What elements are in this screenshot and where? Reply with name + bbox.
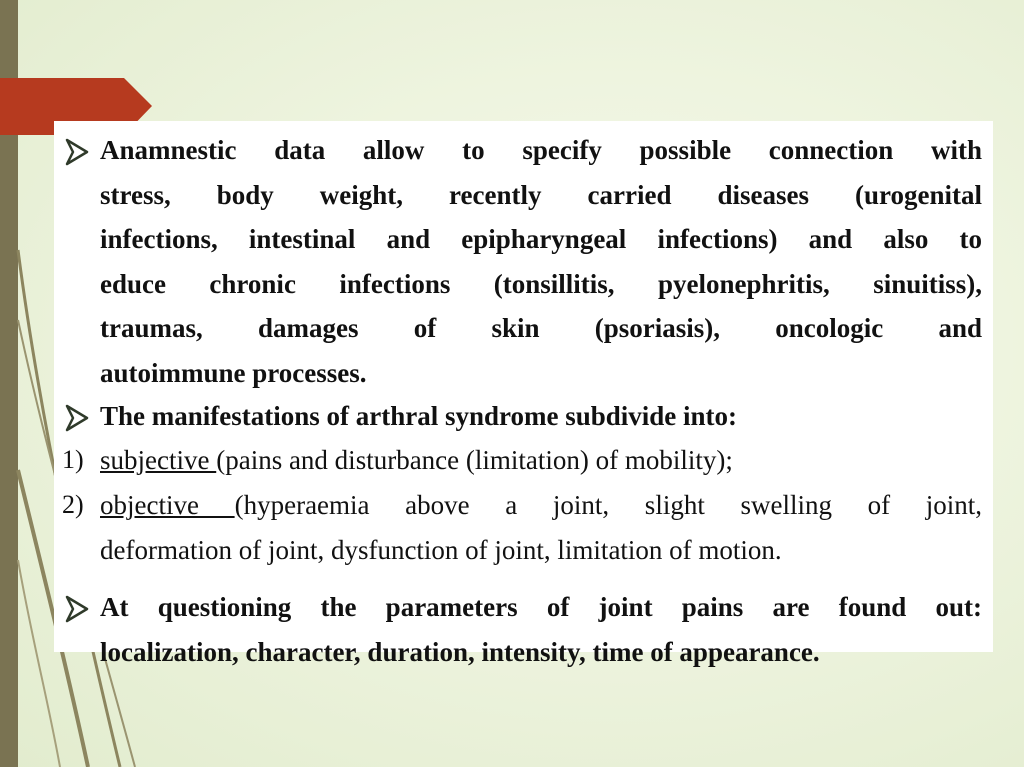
text-line: autoimmune processes. <box>100 357 367 388</box>
bullet-manifestations <box>100 394 982 439</box>
arrow-bullet-icon <box>64 137 90 167</box>
text-line: stress, body weight, recently carried diseases (urogenital <box>100 179 982 210</box>
text-line: The manifestations of arthral syndrome subdivide into: <box>100 401 738 431</box>
text-line: At questioning the parameters of joint pains are found out: <box>100 592 982 622</box>
term-objective: objective <box>100 490 235 520</box>
bullet-anamnestic <box>100 128 982 395</box>
bullet-questioning <box>100 585 982 674</box>
text-line: localization, character, duration, intensity, time of appearance. <box>100 636 820 667</box>
text-line <box>100 438 982 483</box>
text-line <box>100 483 982 528</box>
text-line: traumas, damages of skin (psoriasis), oncologic and <box>100 313 982 343</box>
list-item-objective <box>100 483 982 572</box>
list-number: 2) <box>62 490 84 519</box>
text-line: educe chronic infections (tonsillitis, pyelonephritis, sinuitiss), <box>100 268 982 299</box>
term-subjective: subjective <box>100 445 217 475</box>
text-line: Anamnestic data allow to specify possible connection with <box>100 135 982 165</box>
list-item-subjective <box>100 438 982 483</box>
term-description: (hyperaemia above a joint, slight swelling of joint, <box>234 490 982 520</box>
text-line: infections, intestinal and epipharyngeal infections) and also to <box>100 224 982 254</box>
text-line: deformation of joint, dysfunction of joint, limitation of motion. <box>100 534 782 565</box>
term-description: (pains and disturbance (limitation) of mobility); <box>216 445 733 475</box>
arrow-bullet-icon <box>64 403 90 433</box>
list-number: 1) <box>62 445 84 474</box>
arrow-bullet-icon <box>64 594 90 624</box>
